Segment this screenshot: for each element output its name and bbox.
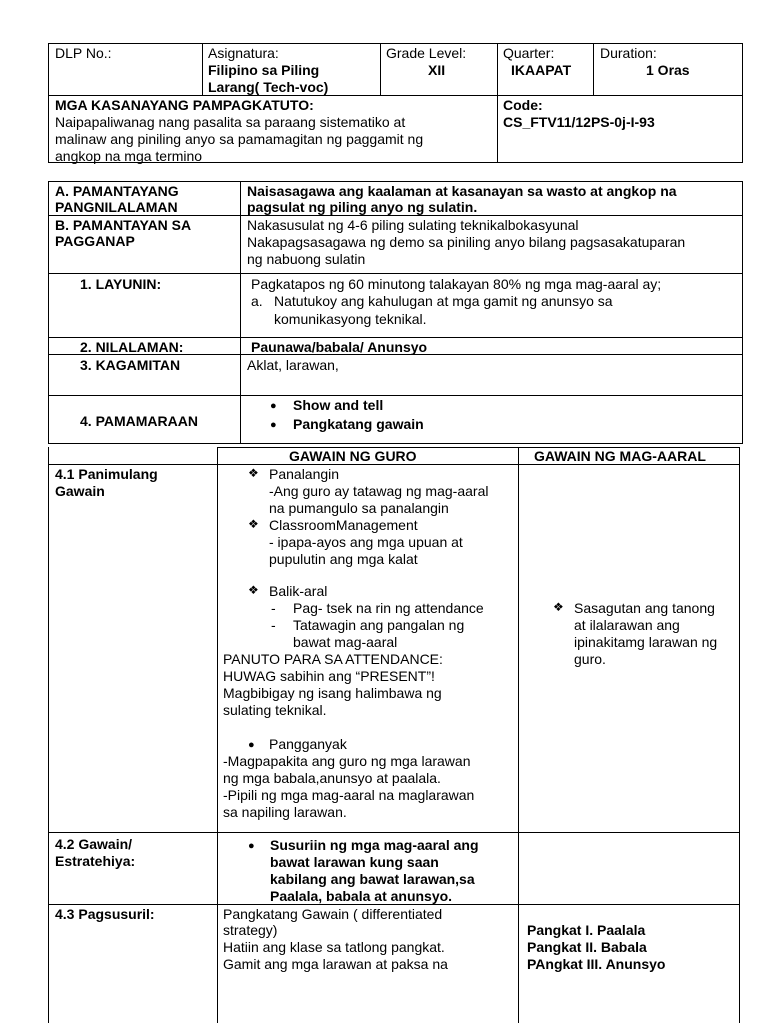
pangganyak-desc-3: -Pipili ng mga mag-aaral na maglarawan — [223, 787, 475, 803]
magbibigay-1: Magbibigay ng isang halimbawa ng — [223, 685, 442, 701]
quarter-label: Quarter: — [503, 45, 555, 61]
grade-level-label: Grade Level: — [386, 45, 467, 61]
balik-dash-2a: Tatawagin ang pangalan ng — [293, 617, 465, 633]
bullet-icon: ● — [270, 400, 277, 412]
pamamaraan-item-1: Show and tell — [293, 397, 384, 413]
dash-icon: - — [271, 600, 276, 616]
layunin-sub-1: Natutukoy ang kahulugan at mga gamit ng anunsyo sa — [274, 293, 613, 309]
magbibigay-2: sulating teknikal. — [223, 702, 327, 718]
huwag-present: HUWAG sabihin ang “PRESENT”! — [223, 668, 435, 684]
row2-guro-2: bawat larawan kung saan — [270, 854, 439, 870]
pamamaraan-item-2: Pangkatang gawain — [293, 416, 424, 432]
row2-guro-1: Susuriin ng mga mag-aaral ang — [270, 837, 479, 853]
pangganyak-desc-1: -Magpapakita ang guro ng mga larawan — [223, 753, 471, 769]
row2-guro-3: kabilang ang bawat larawan,sa — [270, 871, 475, 887]
dlp-label: DLP No.: — [55, 45, 112, 61]
a-label-1: A. PAMANTAYANG — [55, 183, 179, 199]
kagamitan-label: 3. KAGAMITAN — [80, 357, 181, 373]
pangganyak-label: Pangganyak — [269, 736, 347, 752]
diamond-bullet-icon: ❖ — [248, 517, 259, 531]
layunin-sub-2: komunikasyong teknikal. — [274, 311, 427, 327]
balik-aral-label: Balik-aral — [269, 583, 328, 599]
bullet-icon: ● — [248, 739, 255, 751]
classroom-desc-2: pupulutin ang mga kalat — [269, 551, 418, 567]
row3-guro-3: Hatiin ang klase sa tatlong pangkat. — [223, 939, 445, 955]
row3-magaaral-3: PAngkat III. Anunsyo — [527, 956, 666, 972]
quarter-value: IKAAPAT — [511, 62, 572, 78]
panalangin-label: Panalangin — [269, 466, 340, 482]
row1-label-1: 4.1 Panimulang — [55, 466, 158, 482]
classroom-desc-1: - ipapa-ayos ang mga upuan at — [269, 534, 463, 550]
code-label: Code: — [503, 97, 543, 113]
diamond-bullet-icon: ❖ — [248, 583, 259, 597]
duration-value: 1 Oras — [646, 62, 690, 78]
a-value-2: pagsulat ng piling anyo ng sulatin. — [247, 199, 478, 215]
panalangin-desc-1: -Ang guro ay tatawag ng mag-aaral — [269, 483, 489, 499]
magaaral-row1-4: guro. — [574, 651, 606, 667]
pamamaraan-label: 4. PAMAMARAAN — [80, 413, 198, 429]
b-label-2: PAGGANAP — [55, 233, 135, 249]
row3-guro-1: Pangkatang Gawain ( differentiated — [223, 906, 443, 922]
panalangin-desc-2: na pumangulo sa panalangin — [269, 500, 449, 516]
col-gawain-guro: GAWAIN NG GURO — [289, 448, 417, 464]
classroom-label: ClassroomManagement — [269, 517, 418, 533]
row2-label-1: 4.2 Gawain/ — [55, 836, 133, 852]
bullet-icon: ● — [270, 419, 277, 431]
magaaral-row1-3: ipinakitamg larawan ng — [574, 634, 718, 650]
bullet-icon: ● — [248, 840, 255, 852]
balik-dash-2b: bawat mag-aaral — [293, 634, 398, 650]
magaaral-row1-2: at ilalarawan ang — [574, 617, 680, 633]
layunin-sub-marker: a. — [251, 293, 263, 309]
row3-label: 4.3 Pagsusuril: — [55, 906, 155, 922]
skills-title: MGA KASANAYANG PAMPAGKATUTO: — [55, 97, 314, 113]
code-value: CS_FTV11/12PS-0j-I-93 — [503, 114, 655, 130]
asignatura-label: Asignatura: — [208, 45, 279, 61]
skills-line-3: angkop na mga termino — [55, 148, 203, 164]
row3-guro-4: Gamit ang mga larawan at paksa na — [223, 956, 448, 972]
row3-guro-2: strategy) — [223, 922, 278, 938]
pangganyak-desc-4: sa napiling larawan. — [223, 804, 347, 820]
row2-label-2: Estratehiya: — [55, 853, 136, 869]
row3-magaaral-1: Pangkat I. Paalala — [527, 922, 646, 938]
kagamitan-value: Aklat, larawan, — [247, 357, 339, 373]
magaaral-row1-1: Sasagutan ang tanong — [574, 600, 715, 616]
pangganyak-desc-2: ng mga babala,anunsyo at paalala. — [223, 770, 441, 786]
diamond-bullet-icon: ❖ — [248, 466, 259, 480]
b-value-1: Nakasusulat ng 4-6 piling sulating teknikalbokasyunal — [247, 217, 579, 233]
layunin-label: 1. LAYUNIN: — [80, 276, 162, 292]
layunin-value: Pagkatapos ng 60 minutong talakayan 80% ng mga mag-aaral ay; — [251, 276, 662, 292]
row2-guro-4: Paalala, babala at anunsyo. — [270, 888, 453, 904]
duration-label: Duration: — [600, 45, 657, 61]
col-gawain-magaaral: GAWAIN NG MAG-AARAL — [534, 448, 706, 464]
row3-magaaral-2: Pangkat II. Babala — [527, 939, 647, 955]
nilalaman-value: Paunawa/babala/ Anunsyo — [251, 339, 428, 355]
a-value-1: Naisasagawa ang kaalaman at kasanayan sa wasto at angkop na — [247, 183, 677, 199]
a-label-2: PANGNILALAMAN — [55, 199, 178, 215]
row1-label-2: Gawain — [55, 483, 105, 499]
diamond-bullet-icon: ❖ — [553, 600, 564, 614]
skills-line-2: malinaw ang piniling anyo sa pamamagitan ng paggamit ng — [55, 131, 424, 147]
b-value-3: ng nabuong sulatin — [247, 251, 366, 267]
panuto-attendance: PANUTO PARA SA ATTENDANCE: — [223, 651, 443, 667]
dash-icon: - — [271, 617, 276, 633]
skills-line-1: Naipapaliwanag nang pasalita sa paraang sistematiko at — [55, 114, 406, 130]
b-label-1: B. PAMANTAYAN SA — [55, 217, 192, 233]
b-value-2: Nakapagsasagawa ng demo sa piniling anyo bilang pagsasakatuparan — [247, 234, 686, 250]
nilalaman-label: 2. NILALAMAN: — [80, 339, 184, 355]
asignatura-value-line1: Filipino sa Piling — [208, 62, 320, 78]
balik-dash-1: Pag- tsek na rin ng attendance — [293, 600, 484, 616]
asignatura-value-line2: Larang( Tech-voc) — [208, 79, 329, 95]
grade-level-value: XII — [428, 62, 446, 78]
